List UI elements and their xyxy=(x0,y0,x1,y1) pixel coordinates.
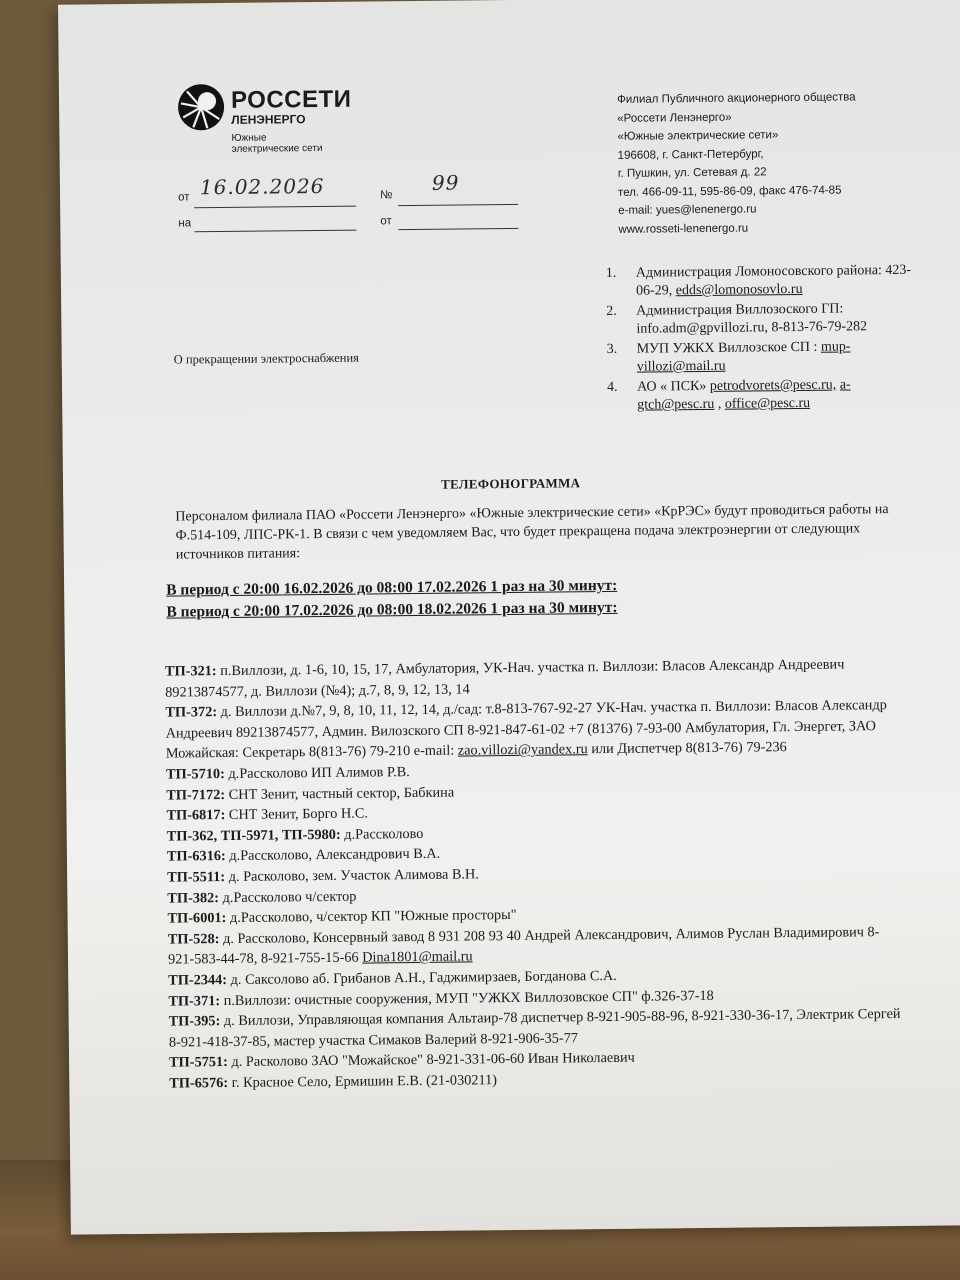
recipient-text xyxy=(637,338,927,377)
handwritten-date: 16.02.2026 xyxy=(199,173,325,200)
logo-desc-line: Южные xyxy=(231,132,267,144)
tp-description: д. Виллози д.№7, 9, 8, 10, 11, 12, 14, д./сад: т.8-813-767-92-27 УК-Нач. участка п. Виллози: Власов Александр Андреевич 89213874577, Админ. Вилозского СП 8-921-847-61-02 +7 (81376) 7-93-00 Амбулатория, Гл. Энергет, ЗАО Можайская: Секретарь 8(813-76) 79-210 e-mail: xyxy=(165,697,887,763)
tp-code: ТП-6001: xyxy=(167,910,227,927)
recipient-email-link[interactable]: petrodvorets@pesc.ru, xyxy=(709,377,837,394)
rosseti-logo-icon xyxy=(177,83,226,132)
tp-description: п.Виллози: очистные сооружения, МУП "УЖКХ Виллозовское СП" ф.326-37-18 xyxy=(223,987,714,1009)
recipient-email-link[interactable]: a-gtch@pesc.ru xyxy=(637,377,851,413)
intro-paragraph: Персоналом филиала ПАО «Россети Ленэнерго» «Южные электрические сети» «КрРЭС» будут проводиться работы на Ф.514-109, ЛПС-РК-1. В связи с чем уведомляем Вас, что будет прекращена подача электроэнергии от следующих источников питания: xyxy=(175,502,889,563)
tp-description: д. Расколово, зем. Участок Алимова В.Н. xyxy=(228,866,480,885)
address-line: Филиал Публичного акционерного общества xyxy=(616,91,856,106)
recipients-list xyxy=(606,262,928,417)
tp-description: д.Рассколово, ч/сектор КП "Южные просторы" xyxy=(229,907,517,927)
tp-description: СНТ Зенит, частный сектор, Бабкина xyxy=(228,784,455,803)
tp-description: д.Рассколово, Александрович В.А. xyxy=(229,846,441,865)
tp-description: д. Саксолово аб. Грибанов А.Н., Гаджимирзаев, Богданова С.А. xyxy=(230,967,617,988)
tp-description: д. Рассколово, Консервный завод 8 931 208 93 40 Андрей Александрович, Алимов Руслан Владимирович 8-921-583-44-78, 8-921-755-15-66 xyxy=(167,923,880,968)
tp-description-tail: или Диспетчер 8(813-76) 79-236 xyxy=(587,739,787,758)
ref-line xyxy=(398,228,518,230)
recipient-email-link[interactable]: edds@lomonosovlo.ru xyxy=(675,281,803,299)
logo-name: РОССЕТИ xyxy=(230,85,352,114)
outage-period: В период с 20:00 16.02.2026 до 08:00 17.02.2026 1 раз на 30 минут: xyxy=(166,576,618,599)
ref-from-label: от xyxy=(380,215,392,228)
tp-code: ТП-528: xyxy=(167,930,220,948)
address-line: «Россети Ленэнерго» xyxy=(617,111,732,125)
recipient-text xyxy=(636,262,926,301)
address-line: 196608, г. Санкт-Петербург, xyxy=(617,147,764,162)
number-line xyxy=(398,204,518,206)
recipient-item xyxy=(606,300,926,339)
tp-description: д.Рассколово xyxy=(344,825,424,843)
document-title: ТЕЛЕФОНОГРАММА xyxy=(440,475,581,492)
email-link[interactable]: zao.villozi@yandex.ru xyxy=(457,741,588,759)
recipient-number: 1. xyxy=(605,265,617,282)
address-line: г. Пушкин, ул. Сетевая д. 22 xyxy=(617,166,767,180)
tp-description: СНТ Зенит, Борго Н.С. xyxy=(228,805,369,824)
address-line: e-mail: yues@lenenergo.ru xyxy=(618,203,757,217)
recipient-name: Администрация Ломоносовского района: 423-06-29, xyxy=(635,262,912,299)
recipient-number: 4. xyxy=(606,379,618,395)
date-line xyxy=(194,206,356,209)
tp-code: ТП-6576: xyxy=(169,1074,229,1092)
tp-description: п.Виллози, д. 1-6, 10, 15, 17, Амбулатория, УК-Нач. участка п. Виллози: Власов Александр Андреевич 89213874577, д. Виллози (№4); д.7, 8, 9, 12, 13, 14 xyxy=(165,656,845,701)
tp-code: ТП-2344: xyxy=(168,971,228,989)
recipient-number: 3. xyxy=(606,341,618,357)
tp-code: ТП-7172: xyxy=(166,786,226,804)
subject-line: О прекращении электроснабжения xyxy=(173,350,359,367)
substation-list xyxy=(165,654,904,1094)
address-line: www.rosseti-lenenergo.ru xyxy=(618,222,749,236)
tp-description: д.Рассколово ИП Алимов Р.В. xyxy=(228,764,410,782)
tp-code: ТП-5751: xyxy=(169,1054,228,1071)
list-item xyxy=(165,695,901,764)
tp-description: д.Рассколово ч/сектор xyxy=(222,888,357,906)
tp-code: ТП-372: xyxy=(165,704,218,721)
recipient-name: МУП УЖКХ Виллозское СП : xyxy=(636,339,818,357)
recipient-text xyxy=(637,376,927,415)
on-line xyxy=(194,230,356,233)
recipient-separator: , xyxy=(714,396,725,412)
tp-description: д. Расколово ЗАО "Можайское" 8-921-331-06-60 Иван Николаевич xyxy=(231,1050,635,1071)
logo-desc-line: электрические сети xyxy=(231,142,323,155)
logo-description xyxy=(231,131,371,154)
tp-code: ТП-321: xyxy=(164,663,217,680)
recipient-number: 2. xyxy=(606,303,617,319)
outage-period: В период с 20:00 17.02.2026 до 08:00 18.02.2026 1 раз на 30 минут: xyxy=(166,598,618,621)
recipient-item xyxy=(607,338,927,377)
on-label: на xyxy=(178,217,192,230)
tp-description: г. Красное Село, Ермишин Е.В. (21-030211) xyxy=(231,1072,498,1091)
tp-code: ТП-5710: xyxy=(166,765,225,783)
tp-description: д. Виллози, Управляющая компания Альтаир-78 диспетчер 8-921-905-88-96, 8-921-330-36-17, Электрик Сергей 8-921-418-37-85, мастер участка Симаков Валерий 8-921-906-35-77 xyxy=(168,1006,901,1051)
handwritten-number: 99 xyxy=(431,170,460,195)
recipient-name: Администрация Виллозоского ГП: info.adm@gpvillozi.ru, 8-813-76-79-282 xyxy=(636,301,868,337)
recipient-email-link[interactable]: mup-villozi@mail.ru xyxy=(636,339,851,375)
recipient-item xyxy=(606,262,926,301)
address-line: «Южные электрические сети» xyxy=(617,129,779,143)
tp-code: ТП-6817: xyxy=(166,807,226,824)
from-label: от xyxy=(177,191,190,204)
tp-code: ТП-395: xyxy=(168,1013,221,1030)
logo-subname: ЛЕНЭНЕРГО xyxy=(231,112,306,127)
tp-code: ТП-6316: xyxy=(166,848,226,865)
tp-code: ТП-382: xyxy=(167,889,220,907)
recipient-item xyxy=(607,376,927,415)
address-line: тел. 466-09-11, 595-86-09, факс 476-74-85 xyxy=(617,184,842,199)
recipient-name: АО « ПСК» xyxy=(636,378,707,395)
number-label: № xyxy=(379,189,393,202)
recipient-email-link[interactable]: office@pesc.ru xyxy=(724,395,811,412)
tp-code: ТП-5511: xyxy=(167,868,226,886)
letterhead-address xyxy=(617,88,919,239)
tp-code: ТП-362, ТП-5971, ТП-5980: xyxy=(166,826,341,845)
tp-code: ТП-371: xyxy=(168,992,221,1010)
email-link[interactable]: Dina1801@mail.ru xyxy=(362,948,473,966)
document-page xyxy=(58,0,960,1235)
